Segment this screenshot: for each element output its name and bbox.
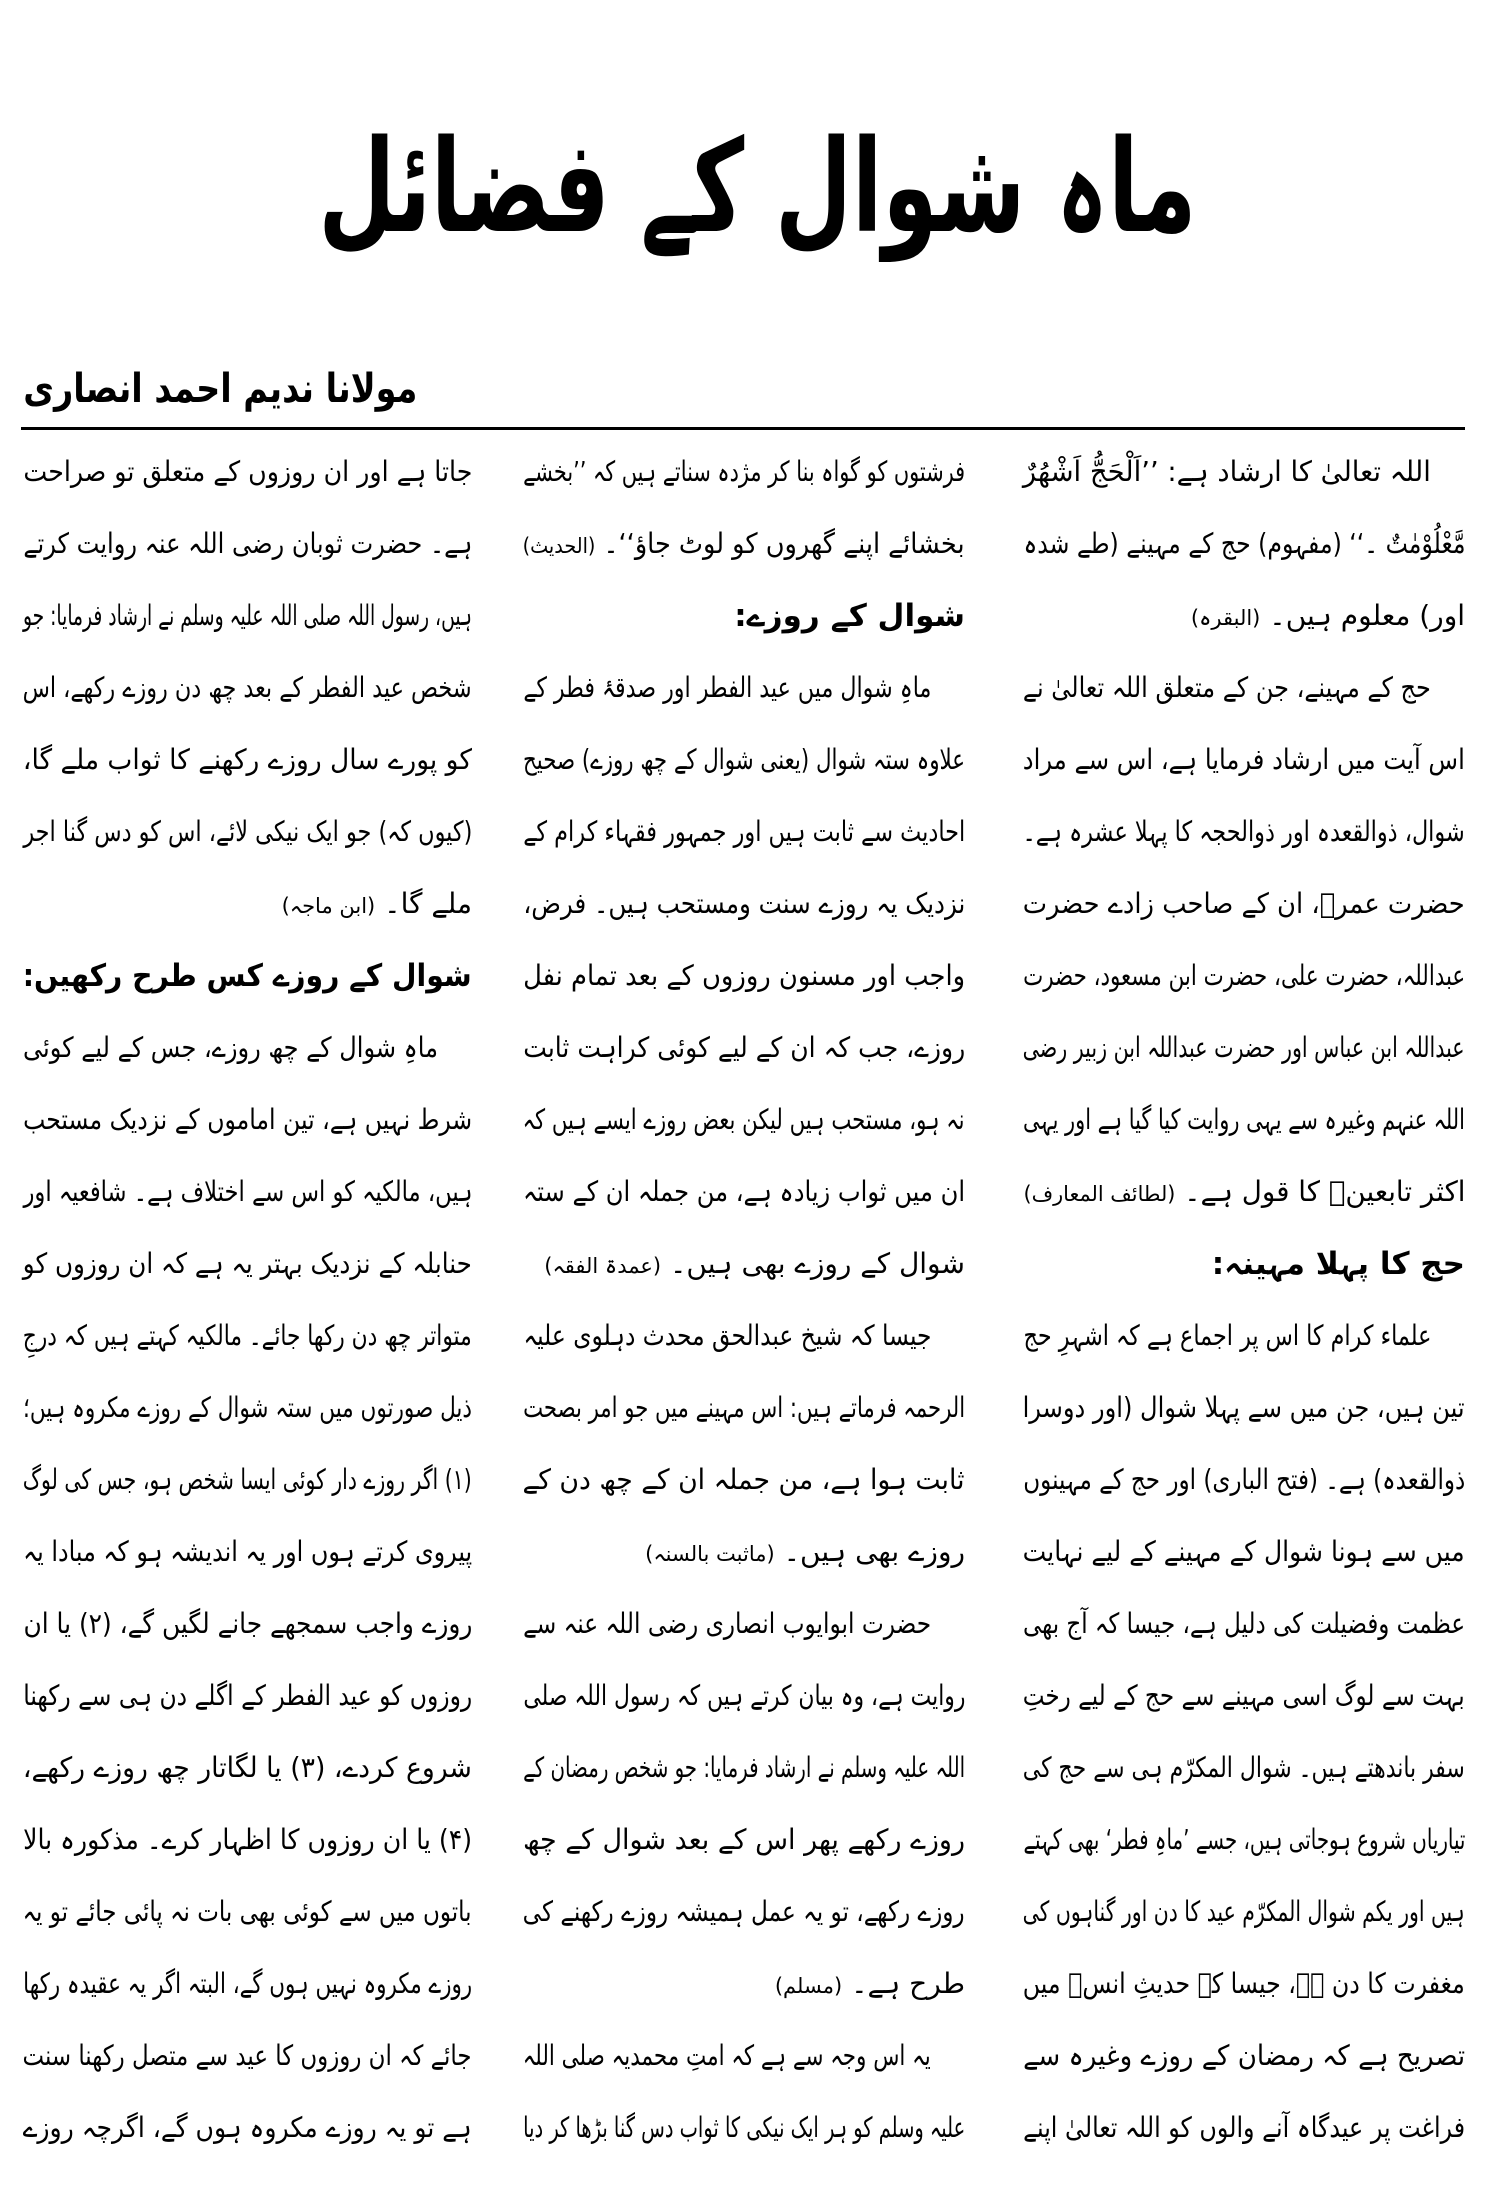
text-line (521, 1876, 965, 1948)
line-text: تین ہیں، جن میں سے پہلا شوال (اور دوسرا (1022, 1391, 1465, 1424)
text-line-content (523, 1012, 965, 1084)
citation: (البقرہ) (1190, 606, 1261, 630)
text-line-content (1023, 796, 1465, 868)
text-line-content (523, 724, 965, 796)
line-text: روزے مکروہ نہیں ہوں گے، البتہ اگر یہ عقیدہ رکھا (22, 1967, 472, 2000)
line-text: حج کے مہینے، جن کے متعلق اللہ تعالیٰ نے (1023, 671, 1431, 704)
text-line-content (23, 436, 472, 508)
text-line-content (23, 1012, 438, 1084)
text-line (1021, 1372, 1465, 1444)
line-text: سفر باندھتے ہیں۔ شوال المکرّم ہی سے حج کی (1023, 1751, 1465, 1784)
text-line (521, 1012, 965, 1084)
text-line (21, 1084, 472, 1156)
text-line (21, 508, 472, 580)
line-text: یہ اس وجہ سے ہے کہ امتِ محمدیہ صلی اللہ (522, 2039, 931, 2072)
text-line (521, 1156, 965, 1228)
line-text: متواتر چھ دن رکھا جائے۔ مالکیہ کہتے ہیں کہ درجِ (23, 1319, 472, 1352)
text-line-content (1023, 868, 1465, 940)
text-line (21, 1876, 472, 1948)
text-line-content (523, 1084, 965, 1156)
text-line (1021, 1300, 1465, 1372)
citation: (مسلم) (774, 1974, 843, 1998)
text-line-content (23, 1948, 472, 2020)
text-line-content (523, 2092, 965, 2164)
text-line-content (23, 508, 472, 580)
line-text: روزے، جب کہ ان کے لیے کوئی کراہت ثابت (523, 1031, 965, 1064)
text-line-content (523, 1372, 965, 1444)
text-line (1021, 796, 1465, 868)
text-line-content (1023, 508, 1465, 580)
text-line (521, 1300, 965, 1372)
text-line-content (1023, 2020, 1465, 2092)
text-line-content (1023, 1660, 1465, 1732)
text-line (21, 1300, 472, 1372)
text-line (521, 508, 965, 580)
citation: (ابن ماجہ) (281, 894, 376, 918)
text-line (521, 1948, 965, 2020)
text-line (1021, 724, 1465, 796)
text-line-content (544, 1247, 965, 1280)
text-line-content (1023, 940, 1465, 1012)
line-text: بہت سے لوگ اسی مہینے سے حج کے لیے رختِ (1022, 1679, 1465, 1712)
line-text: جائے کہ ان روزوں کا عید سے متصل رکھنا سنت (22, 2039, 472, 2072)
text-line (21, 1804, 472, 1876)
line-text: روایت ہے، وہ بیان کرتے ہیں کہ رسول اللہ صلی (523, 1679, 965, 1712)
line-text: ہیں، مالکیہ کو اس سے اختلاف ہے۔ شافعیہ اور (23, 1175, 472, 1208)
citation: (عمدۃ الفقہ) (544, 1254, 662, 1278)
text-line (1021, 1660, 1465, 1732)
text-line-content (1023, 652, 1431, 724)
line-text: عبداللہ ابن عباس اور حضرت عبداللہ ابن زبیر رضی (1023, 1031, 1465, 1064)
line-text: علماء کرام کا اس پر اجماع ہے کہ اشہرِ حج (1023, 1319, 1431, 1352)
text-line (1021, 436, 1465, 508)
line-text: بخشائے اپنے گھروں کو لوٹ جاؤ‘‘۔ (603, 527, 965, 560)
text-line-content (523, 1660, 965, 1732)
line-text: روزے واجب سمجھے جانے لگیں گے، (۲) یا ان (23, 1607, 473, 1640)
text-line-content (23, 1732, 472, 1804)
text-line-content (523, 2020, 931, 2092)
text-line (521, 1588, 965, 1660)
article-title-block (317, 58, 1197, 318)
section-heading (1021, 1228, 1465, 1300)
line-text: کو پورے سال روزے رکھنے کا ثواب ملے گا، (22, 743, 472, 776)
text-line-content (523, 1804, 965, 1876)
line-text: جاتا ہے اور ان روزوں کے متعلق تو صراحت (23, 455, 472, 488)
text-line (1021, 1516, 1465, 1588)
text-line-content (1023, 1372, 1465, 1444)
text-line-content (523, 868, 965, 940)
text-line-content (523, 1876, 965, 1948)
line-text: نزدیک یہ روزے سنت ومستحب ہیں۔ فرض، (522, 887, 965, 920)
line-text: ہیں اور یکم شوال المکرّم عید کا دن اور گناہوں کی (1022, 1895, 1465, 1928)
section-heading-text: حج کا پہلا مہینہ: (1211, 1246, 1465, 1282)
line-text: اکثر تابعینؒ کا قول ہے۔ (1183, 1175, 1465, 1208)
text-line (21, 2020, 472, 2092)
line-text: نہ ہو، مستحب ہیں لیکن بعض روزے ایسے ہیں کہ (522, 1103, 965, 1136)
text-line-content (523, 796, 965, 868)
line-text: ملے گا۔ (384, 887, 472, 920)
line-text: (۴) یا ان روزوں کا اظہار کرے۔ مذکورہ بالا (22, 1823, 472, 1856)
text-line (521, 868, 965, 940)
text-line (521, 1660, 965, 1732)
line-text: عظمت وفضیلت کی دلیل ہے، جیسا کہ آج بھی (1022, 1607, 1465, 1640)
text-line (521, 436, 965, 508)
text-line (521, 652, 965, 724)
text-line (1021, 868, 1465, 940)
text-line-content (23, 2020, 472, 2092)
section-heading (521, 580, 965, 652)
text-column-middle (521, 436, 965, 2164)
text-line-content (1023, 724, 1465, 796)
line-text: واجب اور مسنون روزوں کے بعد تمام نفل (522, 959, 965, 992)
text-line-content (23, 1300, 472, 1372)
line-text: اللہ تعالیٰ کا ارشاد ہے: ’’اَلْحَجُّ اَشْھُرٌ (1023, 455, 1431, 488)
line-text: ماہِ شوال میں عید الفطر اور صدقۂ فطر کے (523, 671, 931, 704)
line-text: ہے تو یہ روزے مکروہ ہوں گے، اگرچہ روزے (22, 2111, 472, 2144)
text-line-content (23, 1876, 472, 1948)
text-line-content (1023, 1156, 1465, 1230)
line-text: (کیوں کہ) جو ایک نیکی لائے، اس کو دس گنا اجر (23, 815, 472, 848)
text-line-content (23, 1228, 472, 1300)
line-text: روزے رکھے پھر اس کے بعد شوال کے چھ (523, 1823, 965, 1856)
text-line (1021, 1444, 1465, 1516)
line-text: مَّعْلُوْمٰتٌ ۔‘‘ (مفہوم) حج کے مہینے (طے شدہ (1022, 527, 1465, 560)
text-line (521, 1228, 965, 1300)
text-line (521, 940, 965, 1012)
title-divider (21, 427, 1465, 430)
author-byline-block (21, 362, 417, 416)
text-line (1021, 1804, 1465, 1876)
text-line (1021, 1156, 1465, 1228)
line-text: ذیل صورتوں میں ستہ شوال کے روزے مکروہ ہیں؛ (23, 1391, 472, 1424)
text-line (1021, 2020, 1465, 2092)
text-line (21, 1228, 472, 1300)
text-line (21, 1156, 472, 1228)
text-line (21, 2092, 472, 2164)
text-line-content (23, 1444, 472, 1516)
line-text: فرشتوں کو گواہ بنا کر مژدہ سناتے ہیں کہ ’’بخشے (522, 455, 965, 488)
line-text: الرحمہ فرماتے ہیں: اس مہینے میں جو امر بصحت (523, 1391, 965, 1424)
line-text: ذوالقعدہ) ہے۔ (فتح الباری) اور حج کے مہینوں (1022, 1463, 1465, 1496)
text-line-content (23, 1660, 472, 1732)
text-line (21, 1516, 472, 1588)
line-text: مغفرت کا دن ہے، جیسا کہ حدیثِ انسؓ میں (1023, 1967, 1465, 2000)
text-line (21, 580, 472, 652)
citation: (ماثبت بالسنہ) (645, 1542, 775, 1566)
text-line-content (282, 887, 472, 920)
line-text: روزوں کو عید الفطر کے اگلے دن ہی سے رکھنا (23, 1679, 472, 1712)
line-text: اللہ عنہم وغیرہ سے یہی روایت کیا گیا ہے اور یہی (1023, 1103, 1465, 1136)
section-heading (21, 940, 472, 1012)
text-line (1021, 940, 1465, 1012)
text-line-content (23, 652, 472, 724)
text-line-content (523, 508, 965, 582)
text-column-left (21, 436, 472, 2164)
text-line (1021, 1876, 1465, 1948)
text-line-content (523, 436, 965, 508)
text-line (21, 436, 472, 508)
text-line (21, 796, 472, 868)
line-text: عبداللہ، حضرت علی، حضرت ابن مسعود، حضرت (1022, 959, 1465, 992)
text-line-content (775, 1967, 965, 2000)
text-line-content (23, 796, 472, 868)
line-text: شوال کے روزے بھی ہیں۔ (670, 1247, 965, 1280)
text-line-content (23, 1372, 472, 1444)
line-text: روزے بھی ہیں۔ (783, 1535, 965, 1568)
text-line (1021, 1012, 1465, 1084)
author-byline: مولانا ندیم احمد انصاری (23, 366, 417, 412)
line-text: ہیں، رسول اللہ صلی اللہ علیہ وسلم نے ارشاد فرمایا: جو (23, 599, 472, 632)
text-line (521, 724, 965, 796)
text-line (1021, 1084, 1465, 1156)
text-line-content (23, 580, 472, 652)
text-line (1021, 1732, 1465, 1804)
text-line-content (523, 1156, 965, 1228)
text-line-content (523, 1588, 931, 1660)
text-line (1021, 508, 1465, 580)
citation: (الحدیث) (523, 534, 596, 558)
text-line (21, 1372, 472, 1444)
text-line (1021, 1948, 1465, 2020)
line-text: شوال، ذوالقعدہ اور ذوالحجہ کا پہلا عشرہ ہے۔ (1023, 815, 1465, 848)
text-line (521, 1372, 965, 1444)
text-line (21, 1660, 472, 1732)
line-text: روزے رکھے، تو یہ عمل ہمیشہ روزے رکھنے کی (523, 1895, 965, 1928)
line-text: اللہ علیہ وسلم نے ارشاد فرمایا: جو شخص رمضان کے (523, 1751, 965, 1784)
line-text: شرط نہیں ہے، تین اماموں کے نزدیک مستحب (22, 1103, 472, 1136)
line-text: باتوں میں سے کوئی بھی بات نہ پائی جائے تو یہ (22, 1895, 472, 1928)
line-text: تیاریاں شروع ہوجاتی ہیں، جسے ’ماہِ فطر‘ بھی کہتے (1023, 1823, 1465, 1856)
text-line-content (1023, 1300, 1431, 1372)
text-line (21, 1444, 472, 1516)
text-line (521, 2092, 965, 2164)
text-line-content (1023, 1948, 1465, 2020)
text-line-content (23, 1588, 472, 1660)
text-line-content (23, 1516, 472, 1588)
text-line (521, 1084, 965, 1156)
line-text: میں سے ہونا شوال کے مہینے کے لیے نہایت (1023, 1535, 1465, 1568)
text-line-content (523, 1732, 965, 1804)
text-line (1021, 2092, 1465, 2164)
text-line (1021, 652, 1465, 724)
text-line (21, 724, 472, 796)
text-line (521, 1444, 965, 1516)
line-text: علیہ وسلم کو ہر ایک نیکی کا ثواب دس گنا بڑھا کر دیا (522, 2111, 965, 2144)
text-line-content (1023, 2092, 1465, 2164)
text-line-content (23, 1804, 472, 1876)
text-line-content (645, 1535, 965, 1568)
text-line-content (1023, 1012, 1465, 1084)
section-heading-text: شوال کے روزے: (734, 598, 965, 634)
text-line-content (1023, 1444, 1465, 1516)
text-line-content (1023, 1804, 1465, 1876)
text-line-content (1023, 1084, 1465, 1156)
line-text: احادیث سے ثابت ہیں اور جمہور فقہاء کرام کے (522, 815, 965, 848)
text-line (21, 1588, 472, 1660)
text-line-content (1023, 1516, 1465, 1588)
text-line-content (23, 1084, 472, 1156)
line-text: شخص عید الفطر کے بعد چھ دن روزے رکھے، اس (22, 671, 472, 704)
line-text: حضرت عمرؓ، ان کے صاحب زادے حضرت (1023, 887, 1465, 920)
text-line (21, 652, 472, 724)
line-text: تصریح ہے کہ رمضان کے روزے وغیرہ سے (1022, 2039, 1465, 2072)
text-line (521, 1732, 965, 1804)
line-text: ماہِ شوال کے چھ روزے، جس کے لیے کوئی (23, 1031, 438, 1064)
text-line-content (23, 2092, 472, 2164)
text-line (21, 1012, 472, 1084)
citation: (لطائف المعارف) (1022, 1182, 1175, 1206)
line-text: پیروی کرتے ہوں اور یہ اندیشہ ہو کہ مبادا یہ (23, 1535, 472, 1568)
line-text: حضرت ابوایوب انصاری رضی اللہ عنہ سے (522, 1607, 931, 1640)
line-text: حنابلہ کے نزدیک بہتر یہ ہے کہ ان روزوں کو (23, 1247, 472, 1280)
text-line-content (523, 940, 965, 1012)
text-line-content (1023, 1876, 1465, 1948)
article-title: ماہ شوال کے فضائل (317, 113, 1197, 262)
line-text: (۱) اگر روزے دار کوئی ایسا شخص ہو، جس کی لوگ (23, 1463, 472, 1496)
text-line (521, 1804, 965, 1876)
text-line (1021, 1588, 1465, 1660)
text-line-content (1023, 1732, 1465, 1804)
text-line-content (523, 652, 931, 724)
line-text: ان میں ثواب زیادہ ہے، من جملہ ان کے ستہ (522, 1175, 965, 1208)
line-text: ثابت ہوا ہے، من جملہ ان کے چھ دن کے (523, 1463, 965, 1496)
text-line (21, 1948, 472, 2020)
line-text: جیسا کہ شیخ عبدالحق محدث دہلوی علیہ (522, 1319, 931, 1352)
line-text: اس آیت میں ارشاد فرمایا ہے، اس سے مراد (1022, 743, 1465, 776)
text-line (1021, 580, 1465, 652)
line-text: فراغت پر عیدگاہ آنے والوں کو اللہ تعالیٰ اپنے (1022, 2111, 1465, 2144)
line-text: اور) معلوم ہیں۔ (1269, 599, 1465, 632)
text-line (21, 868, 472, 940)
text-line (521, 1516, 965, 1588)
section-heading-text: شوال کے روزے کس طرح رکھیں: (23, 958, 472, 994)
text-line-content (1023, 436, 1431, 508)
line-text: ہے۔ حضرت ثوبان رضی اللہ عنہ روایت کرتے (23, 527, 472, 560)
line-text: شروع کردے، (۳) یا لگاتار چھ روزے رکھے، (22, 1751, 472, 1784)
text-line-content (1191, 599, 1465, 632)
line-text: طرح ہے۔ (851, 1967, 965, 2000)
text-line (521, 2020, 965, 2092)
text-column-right (1021, 436, 1465, 2164)
text-line-content (23, 724, 472, 796)
text-line-content (523, 1444, 965, 1516)
text-line-content (1023, 1588, 1465, 1660)
text-line (21, 1732, 472, 1804)
line-text: علاوہ ستہ شوال (یعنی شوال کے چھ روزے) صحیح (522, 743, 965, 776)
text-line-content (23, 1156, 472, 1228)
text-line-content (523, 1300, 931, 1372)
text-line (521, 796, 965, 868)
